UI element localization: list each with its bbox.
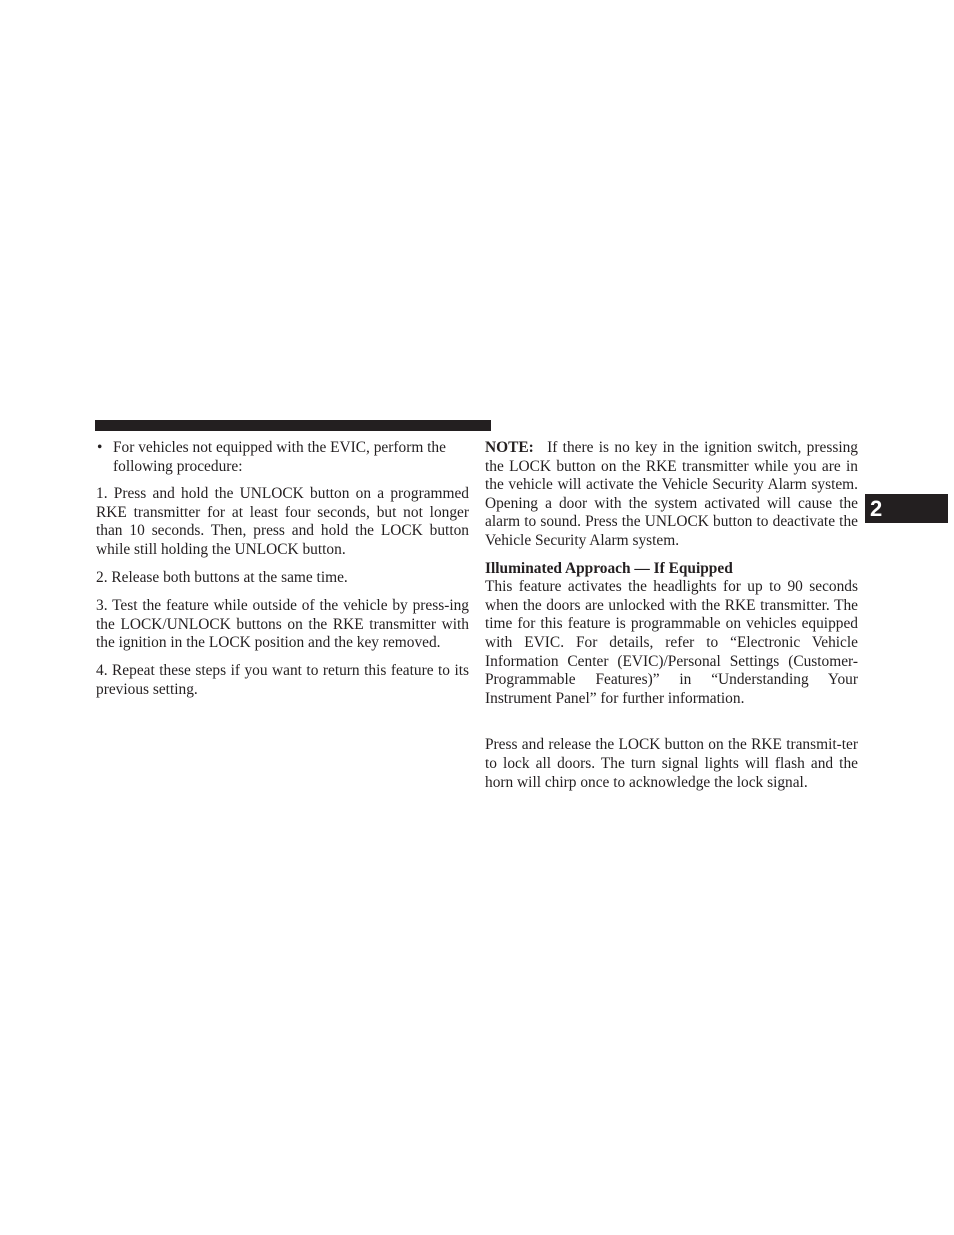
bullet-icon: •: [97, 439, 103, 456]
section-heading: Illuminated Approach — If Equipped: [485, 559, 733, 577]
section-rule: [95, 420, 491, 431]
note-paragraph: [485, 439, 858, 551]
step-3: 3. Test the feature while outside of the vehicle by press-ing the LOCK/UNLOCK buttons on the RKE transmitter with the ignition in the LOCK position and the key removed.: [96, 597, 469, 652]
note-text: If there is no key in the ignition switch, pressing the LOCK button on the RKE transmitter while you are in the vehicle will activate the Vehicle Security Alarm system. Opening a door with the system activated will cause the alarm to sound. Press the UNLOCK button to deactivate the Vehicle Security Alarm system.: [485, 439, 858, 549]
left-column: [96, 439, 469, 709]
chapter-tab: [865, 494, 948, 523]
step-4: 4. Repeat these steps if you want to return this feature to its previous setting.: [96, 662, 469, 699]
feature-paragraph: This feature activates the headlights for up to 90 seconds when the doors are unlocked with the RKE transmitter. The time for this feature is programmable on vehicles equipped with EVIC. For details, refer to “Electronic Vehicle Information Center (EVIC)/Personal Settings (Customer-Programmable Features)” in “Understanding Your Instrument Panel” for further information.: [485, 578, 858, 707]
step-2: 2. Release both buttons at the same time.: [96, 569, 348, 587]
right-column: [485, 439, 858, 792]
step-1: 1. Press and hold the UNLOCK button on a programmed RKE transmitter for at least four seconds, but not longer than 10 seconds. Then, press and hold the LOCK button while still holding the UNLOCK button.: [96, 485, 469, 558]
lock-paragraph: Press and release the LOCK button on the RKE transmit-ter to lock all doors. The turn signal lights will flash and the horn will chirp once to acknowledge the lock signal.: [485, 736, 858, 791]
chapter-number: 2: [870, 496, 883, 521]
bullet-text: For vehicles not equipped with the EVIC, perform the following procedure:: [113, 439, 446, 475]
bullet-item: [96, 439, 469, 476]
note-label: NOTE:: [485, 439, 534, 456]
